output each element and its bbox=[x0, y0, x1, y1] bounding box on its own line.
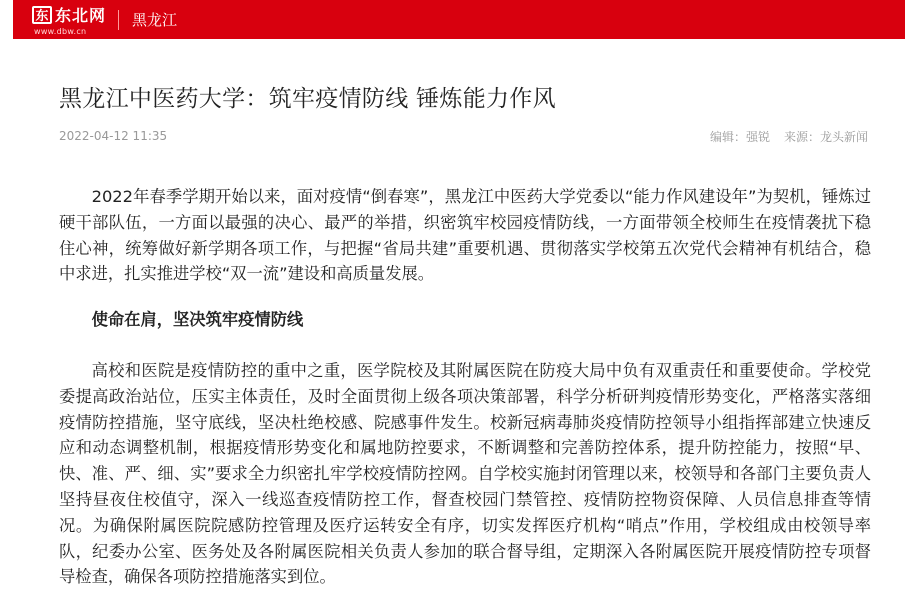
article-title: 黑龙江中医药大学：筑牢疫情防线 锤炼能力作风 bbox=[59, 86, 556, 112]
site-logo[interactable] bbox=[13, 0, 118, 39]
top-navigation-bar bbox=[13, 0, 905, 39]
article-paragraph: 2022年春季学期开始以来，面对疫情“倒春寒”，黑龙江中医药大学党委以“能力作风建设年”为契机，锤炼过硬干部队伍，一方面以最强的决心、最严的举措，织密筑牢校园疫情防线，一方面带领全校师生在疫情袭扰下稳住心神，统筹做好新学期各项工作，与把握“省局共建”重要机遇、贯彻落实学校第五次党代会精神有机结合，稳中求进，扎实推进学校“双一流”建设和高质量发展。 bbox=[59, 187, 871, 284]
publish-date: 2022-04-12 11:35 bbox=[59, 129, 168, 143]
source-label: 来源：龙头新闻 bbox=[783, 129, 868, 144]
logo-url: www.dbw.cn bbox=[34, 27, 87, 36]
logo-text: 东北网 bbox=[55, 6, 107, 25]
article-body bbox=[59, 184, 871, 599]
section-heading: 使命在肩，坚决筑牢疫情防线 bbox=[91, 310, 304, 330]
article-paragraph: 高校和医院是疫情防控的重中之重，医学院校及其附属医院在防疫大局中负有双重责任和重要使命。学校党委提高政治站位，压实主体责任，及时全面贯彻上级各项决策部署，科学分析研判疫情形势变化，严格落实落细疫情防控措施，坚守底线，坚决杜绝校感、院感事件发生。校新冠病毒肺炎疫情防控领导小组指挥部建立快速反应和动态调整机制，根据疫情形势变化和属地防控要求，不断调整和完善防控体系，提升防控能力，按照“早、快、准、严、细、实”要求全力织密扎牢学校疫情防控网。自学校实施封闭管理以来，校领导和各部门主要负责人坚持昼夜住校值守，深入一线巡查疫情防控工作，督查校园门禁管控、疫情防控物资保障、人员信息排查等情况。为确保附属医院院感防控管理及医疗运转安全有序，切实发挥医疗机构“哨点”作用，学校组成由校领导率队，纪委办公室、医务处及各附属医院相关负责人参加的联合督导组，定期深入各附属医院开展疫情防控专项督导检查，确保各项防控措施落实到位。 bbox=[59, 360, 871, 587]
article-meta bbox=[59, 127, 868, 145]
logo-icon: 东 bbox=[32, 6, 52, 24]
editor-label: 编辑：强锐 bbox=[709, 129, 770, 144]
channel-link[interactable]: 黑龙江 bbox=[132, 11, 178, 29]
